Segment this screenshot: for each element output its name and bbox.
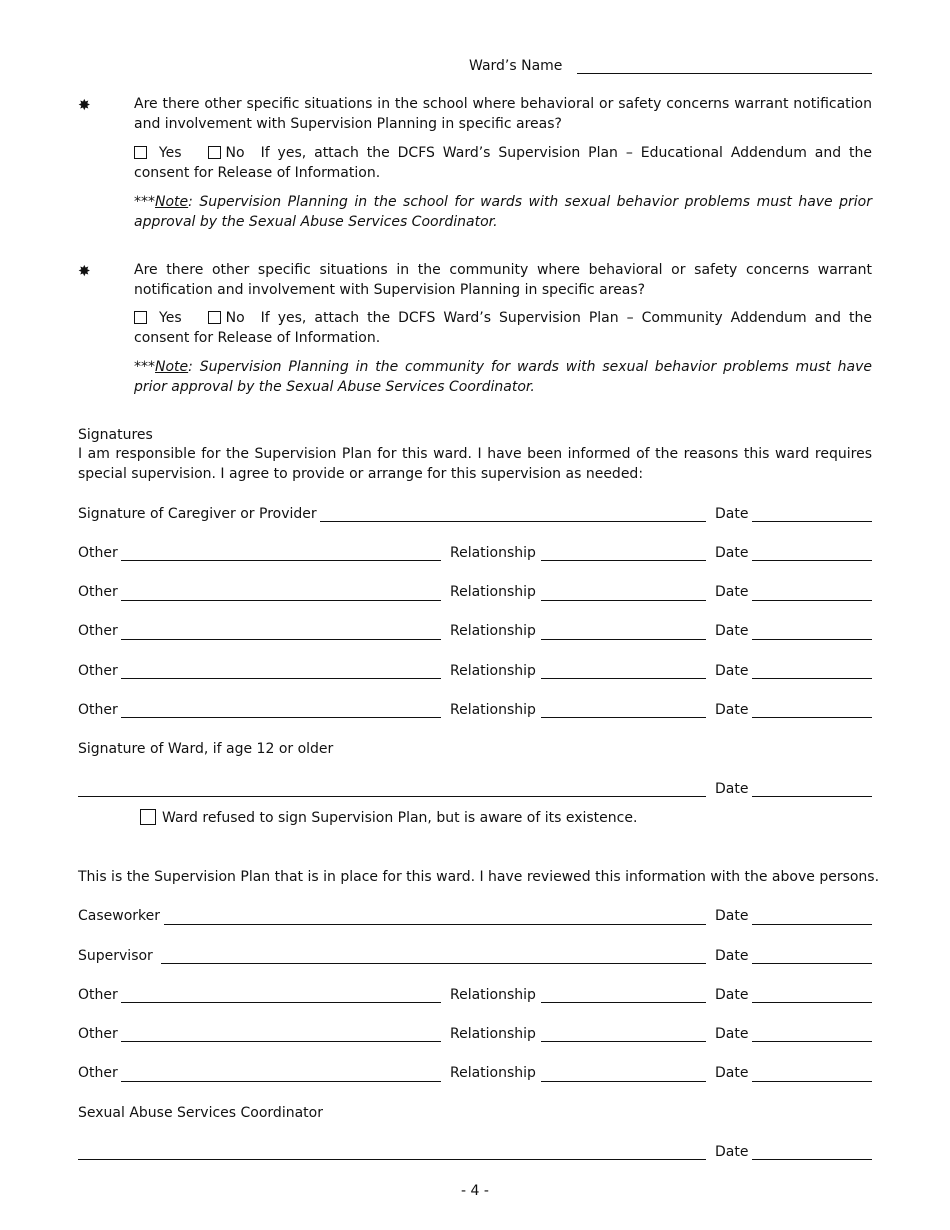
- note-text: : Supervision Planning in the school for wards with sexual behavior problems must have prior approval by the Sexual Abuse Services Coordinator.: [134, 194, 872, 230]
- caseworker-label: Caseworker: [78, 908, 161, 924]
- date-field[interactable]: [752, 1041, 872, 1042]
- date-label: Date: [715, 1026, 749, 1042]
- ward-signature-label: Signature of Ward, if age 12 or older: [78, 741, 334, 757]
- date-field[interactable]: [752, 639, 872, 640]
- other-label: Other: [78, 584, 118, 600]
- supervisor-label: Supervisor: [78, 948, 153, 964]
- relationship-field[interactable]: [541, 678, 706, 679]
- date-label: Date: [715, 702, 749, 718]
- relationship-label: Relationship: [450, 987, 536, 1003]
- supervisor-date-field[interactable]: [752, 963, 872, 964]
- date-label: Date: [715, 987, 749, 1003]
- wards-name-label: Ward’s Name: [469, 58, 563, 74]
- caregiver-signature-label: Signature of Caregiver or Provider: [78, 506, 317, 522]
- other-label: Other: [78, 545, 118, 561]
- ward-date-field[interactable]: [752, 796, 872, 797]
- date-label: Date: [715, 663, 749, 679]
- coordinator-label: Sexual Abuse Services Coordinator: [78, 1105, 323, 1121]
- other-signature-field[interactable]: [121, 600, 441, 601]
- signatures-heading: Signatures: [78, 427, 153, 443]
- ward-signature-field[interactable]: [78, 796, 706, 797]
- other-label: Other: [78, 1026, 118, 1042]
- question-school-answer: [134, 144, 872, 183]
- question-community-answer: [134, 309, 872, 348]
- date-field[interactable]: [752, 600, 872, 601]
- relationship-label: Relationship: [450, 623, 536, 639]
- date-label: Date: [715, 506, 749, 522]
- relationship-label: Relationship: [450, 702, 536, 718]
- note-word: Note: [155, 359, 189, 375]
- yes-label: Yes: [158, 145, 182, 161]
- date-field[interactable]: [752, 717, 872, 718]
- relationship-field[interactable]: [541, 1041, 706, 1042]
- relationship-field[interactable]: [541, 1002, 706, 1003]
- other-signature-field[interactable]: [121, 678, 441, 679]
- supervisor-signature-field[interactable]: [161, 963, 706, 964]
- date-label: Date: [715, 623, 749, 639]
- no-checkbox-school[interactable]: [208, 146, 221, 159]
- relationship-label: Relationship: [450, 1026, 536, 1042]
- no-checkbox-community[interactable]: [208, 311, 221, 324]
- caregiver-date-field[interactable]: [752, 521, 872, 522]
- relationship-label: Relationship: [450, 663, 536, 679]
- wards-name-field[interactable]: [577, 73, 872, 74]
- other-signature-field[interactable]: [121, 1041, 441, 1042]
- review-statement: This is the Supervision Plan that is in place for this ward. I have reviewed this information with the above persons.: [78, 869, 880, 885]
- date-field[interactable]: [752, 1002, 872, 1003]
- relationship-field[interactable]: [541, 560, 706, 561]
- yes-checkbox-community[interactable]: [134, 311, 147, 324]
- coordinator-signature-field[interactable]: [78, 1159, 706, 1160]
- other-signature-field[interactable]: [121, 639, 441, 640]
- caseworker-signature-field[interactable]: [164, 924, 706, 925]
- other-signature-field[interactable]: [121, 1081, 441, 1082]
- date-label: Date: [715, 584, 749, 600]
- date-field[interactable]: [752, 560, 872, 561]
- caseworker-date-field[interactable]: [752, 924, 872, 925]
- date-field[interactable]: [752, 1081, 872, 1082]
- ward-refused-row: [140, 809, 637, 827]
- relationship-label: Relationship: [450, 1065, 536, 1081]
- note-school: [134, 193, 872, 232]
- page-number: - 4 -: [461, 1183, 489, 1199]
- note-prefix: ***: [134, 359, 155, 375]
- relationship-label: Relationship: [450, 545, 536, 561]
- relationship-field[interactable]: [541, 639, 706, 640]
- question-community-text: Are there other specific situations in the community where behavioral or safety concerns warrant notification and involvement with Supervision Planning in specific areas?: [134, 262, 872, 298]
- other-signature-field[interactable]: [121, 717, 441, 718]
- other-label: Other: [78, 1065, 118, 1081]
- date-label: Date: [715, 1065, 749, 1081]
- attach-instruction-school: If yes, attach the DCFS Ward’s Supervision Plan – Educational Addendum and the consent for Release of Information.: [134, 145, 872, 181]
- note-word: Note: [155, 194, 189, 210]
- relationship-label: Relationship: [450, 584, 536, 600]
- coordinator-date-field[interactable]: [752, 1159, 872, 1160]
- note-text: : Supervision Planning in the community for wards with sexual behavior problems must have prior approval by the Sexual Abuse Services Coordinator.: [134, 359, 872, 395]
- no-label: No: [225, 310, 245, 326]
- other-label: Other: [78, 623, 118, 639]
- bullet-icon: ✸: [78, 262, 91, 280]
- relationship-field[interactable]: [541, 1081, 706, 1082]
- date-label: Date: [715, 781, 749, 797]
- ward-refused-checkbox[interactable]: [140, 809, 156, 825]
- other-label: Other: [78, 663, 118, 679]
- signatures-statement: I am responsible for the Supervision Plan for this ward. I have been informed of the reasons this ward requires special supervision. I agree to provide or arrange for this supervision as needed:: [78, 446, 872, 482]
- date-label: Date: [715, 948, 749, 964]
- note-prefix: ***: [134, 194, 155, 210]
- date-label: Date: [715, 1144, 749, 1160]
- date-field[interactable]: [752, 678, 872, 679]
- no-label: No: [225, 145, 245, 161]
- date-label: Date: [715, 908, 749, 924]
- other-signature-field[interactable]: [121, 560, 441, 561]
- note-community: [134, 358, 872, 397]
- relationship-field[interactable]: [541, 600, 706, 601]
- caregiver-signature-field[interactable]: [320, 521, 706, 522]
- other-label: Other: [78, 987, 118, 1003]
- attach-instruction-community: If yes, attach the DCFS Ward’s Supervision Plan – Community Addendum and the consent for Release of Information.: [134, 310, 872, 346]
- yes-label: Yes: [159, 310, 182, 326]
- question-school-text: Are there other specific situations in the school where behavioral or safety concerns warrant notification and involvement with Supervision Planning in specific areas?: [134, 96, 872, 132]
- other-signature-field[interactable]: [121, 1002, 441, 1003]
- bullet-icon: ✸: [78, 96, 91, 114]
- other-label: Other: [78, 702, 118, 718]
- ward-refused-label: Ward refused to sign Supervision Plan, but is aware of its existence.: [162, 810, 638, 826]
- relationship-field[interactable]: [541, 717, 706, 718]
- date-label: Date: [715, 545, 749, 561]
- yes-checkbox-school[interactable]: [134, 146, 147, 159]
